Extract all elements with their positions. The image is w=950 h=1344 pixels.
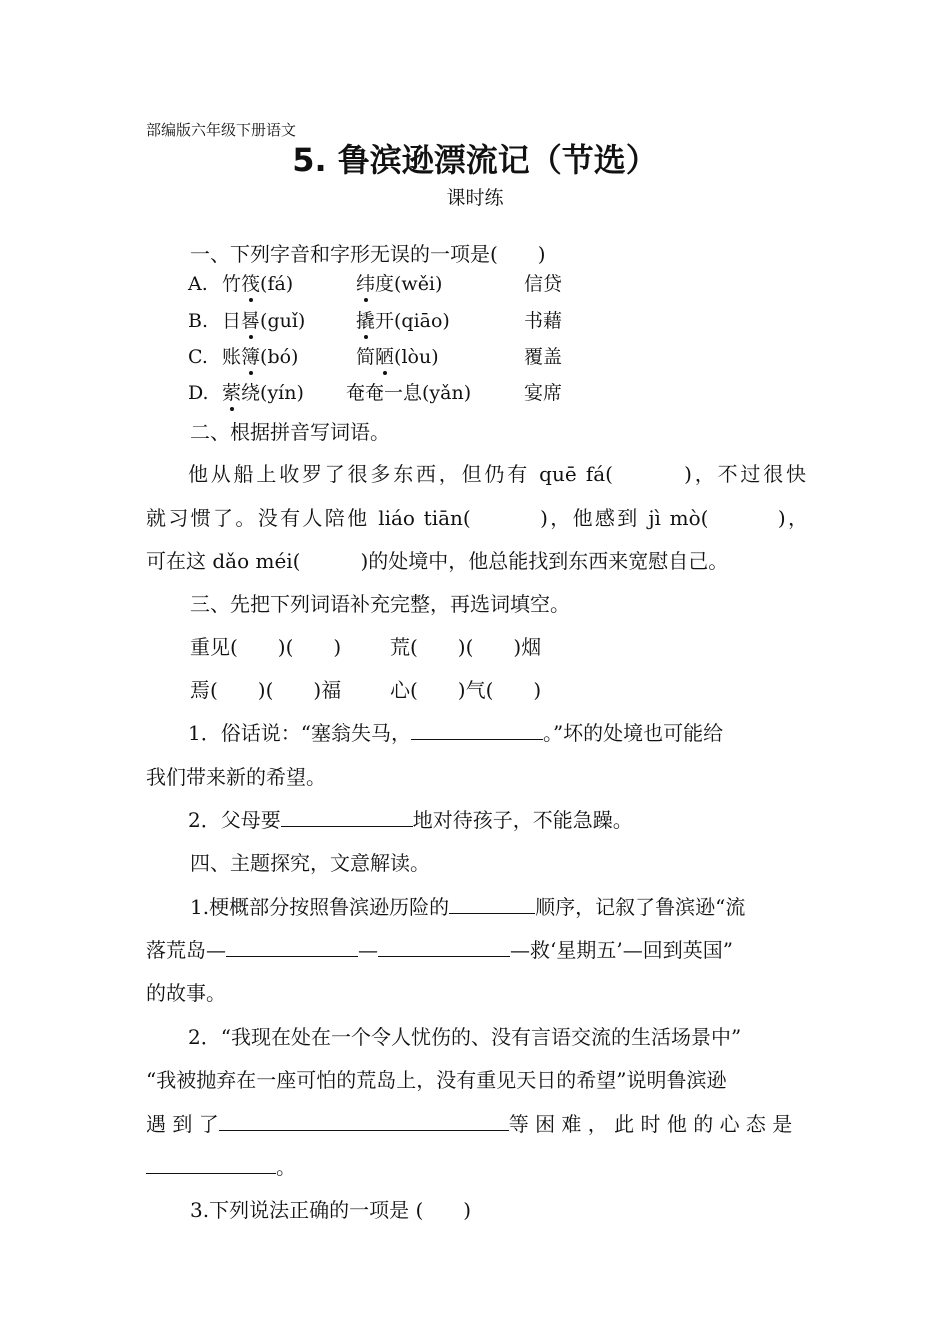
q4-heading: 四、主题探究，文意解读。 [190, 851, 430, 875]
q3-idiom-3: 焉( )( )福 [190, 678, 342, 702]
answer-blank[interactable] [378, 938, 510, 957]
option-word-3: 信贷 [524, 273, 563, 295]
q4-item-2-end: 。 [146, 1155, 296, 1179]
option-letter: B. [188, 310, 209, 332]
q4-item-2-cont: “我被抛弃在一座可怕的荒岛上，没有重见天日的希望”说明鲁滨逊 [146, 1068, 727, 1092]
q4-item-2-blank-line: 遇 到 了 等 困 难 ， 此 时 他 的 心 态 是 [146, 1112, 793, 1136]
q3-sentence-2: 2．父母要 地对待孩子，不能急躁。 [188, 808, 633, 832]
q4-item-1: 1.梗概部分按照鲁滨逊历险的 顺序，记叙了鲁滨逊“流 [190, 895, 746, 919]
option-word-2: 撬开(qiāo) [356, 310, 450, 332]
option-word-1: 日晷(guǐ) [222, 310, 306, 332]
q3-sentence-1: 1．俗话说：“塞翁失马， 。”坏的处境也可能给 [188, 721, 724, 745]
option-word-2: 简陋(lòu) [356, 346, 439, 368]
q3-idiom-1: 重见( )( ) [190, 635, 342, 659]
answer-blank[interactable] [449, 895, 535, 914]
page-title: 5. 鲁滨逊漂流记（节选） [292, 141, 658, 179]
answer-blank[interactable] [226, 938, 358, 957]
option-word-2: 奄奄一息(yǎn) [346, 382, 472, 404]
q4-item-3: 3.下列说法正确的一项是 ( ) [190, 1198, 472, 1222]
q4-item-1-cont: 落荒岛— — —救‘星期五’—回到英国” [146, 938, 733, 962]
q3-sentence-1-cont: 我们带来新的希望。 [146, 765, 326, 789]
answer-blank[interactable] [411, 721, 543, 740]
q3-heading: 三、先把下列词语补充完整，再选词填空。 [190, 592, 570, 616]
book-header: 部编版六年级下册语文 [146, 121, 297, 139]
q2-line-1: 他从船上收罗了很多东西，但仍有 quē fá( )，不过很快 [188, 462, 806, 486]
option-word-3: 覆盖 [524, 346, 563, 368]
option-word-2: 纬度(wěi) [356, 273, 443, 295]
option-word-1: 萦绕(yín) [222, 382, 304, 404]
q4-item-1-end: 的故事。 [146, 981, 226, 1005]
q2-heading: 二、根据拼音写词语。 [190, 420, 390, 444]
option-word-1: 账簿(bó) [222, 346, 299, 368]
q3-idiom-4: 心( )气( ) [390, 678, 542, 702]
page-subtitle: 课时练 [446, 187, 504, 209]
answer-blank[interactable] [219, 1112, 509, 1131]
option-letter: A. [188, 273, 208, 295]
q2-line-3: 可在这 dǎo méi( )的处境中，他总能找到东西来宽慰自己。 [146, 549, 729, 573]
answer-blank[interactable] [146, 1155, 276, 1174]
q1-stem: 一、下列字音和字形无误的一项是( ) [190, 242, 546, 266]
option-word-3: 宴席 [524, 382, 563, 404]
q4-item-2: 2．“我现在处在一个令人忧伤的、没有言语交流的生活场景中” [188, 1025, 742, 1049]
option-word-3: 书藉 [524, 310, 563, 332]
answer-blank[interactable] [281, 808, 413, 827]
option-word-1: 竹筏(fá) [222, 273, 294, 295]
q2-line-2: 就习惯了。没有人陪他 liáo tiān( )，他感到 jì mò( )， [146, 506, 808, 530]
option-letter: C. [188, 346, 208, 368]
q3-idiom-2: 荒( )( )烟 [390, 635, 542, 659]
option-letter: D. [188, 382, 209, 404]
